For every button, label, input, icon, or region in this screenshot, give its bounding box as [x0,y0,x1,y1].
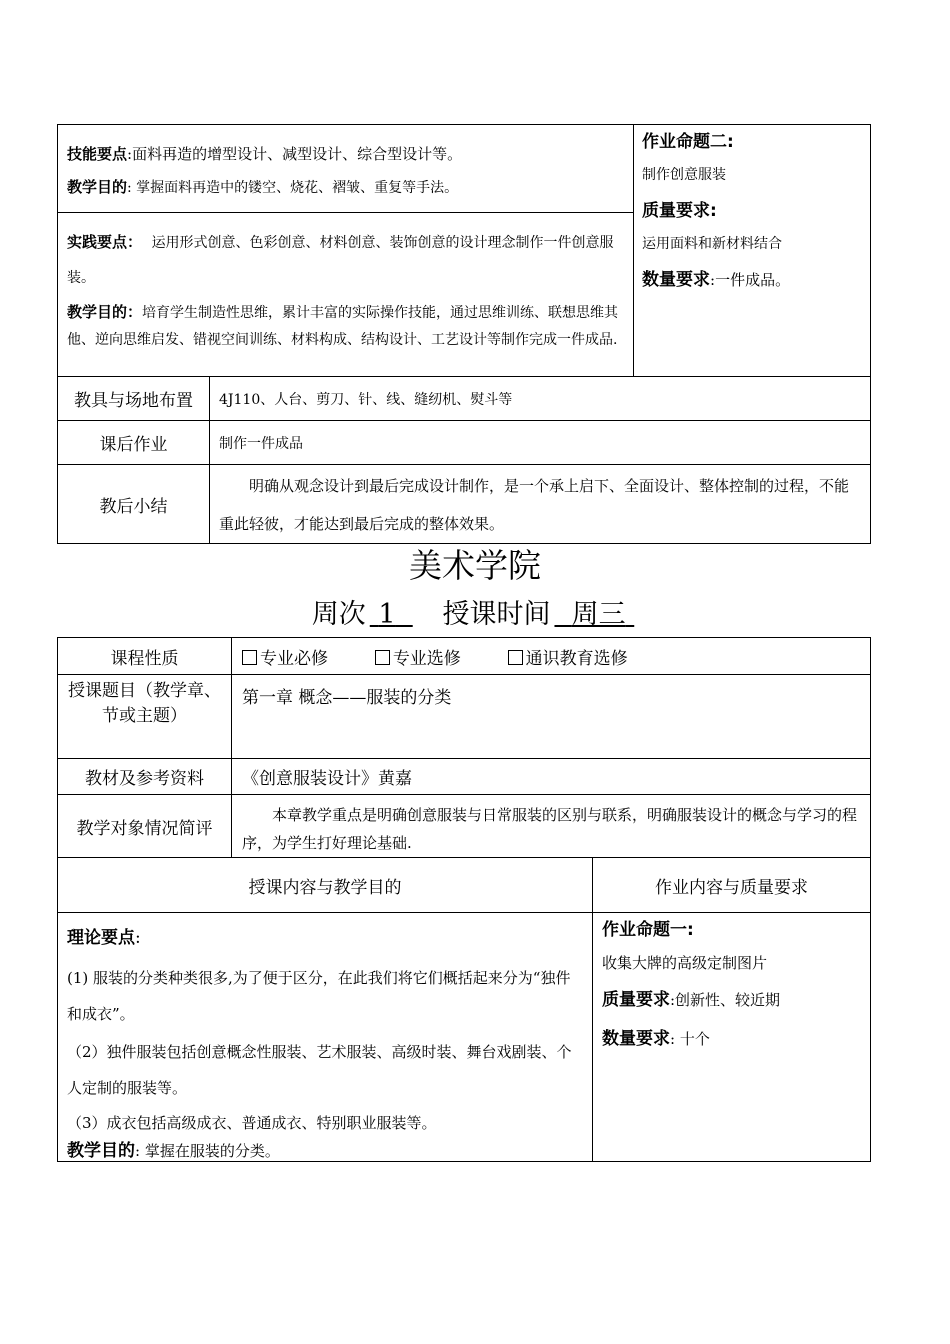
aim1-text: : 掌握面料再造中的镂空、烧花、褶皱、重复等手法。 [127,180,459,196]
lesson-plan-table [57,637,871,1162]
aim-label: 教学目的 [67,1141,135,1161]
skill-text: :面料再造的增型设计、减型设计、综合型设计等。 [127,145,463,163]
assignment-one-quality-text: :创新性、较近期 [670,991,781,1009]
assignment-two-topic: 制作创意服装 [642,167,727,183]
course-nature-options [232,638,871,675]
option-required[interactable] [242,649,328,669]
aim1-label: 教学目的 [67,178,128,196]
theory-colon: : [135,928,141,948]
time-label: 授课时间 [442,599,551,630]
quality-text: 运用面料和新材料结合 [642,236,783,252]
row-value-equipment: 4J110、人台、剪刀、针、线、缝纫机、熨斗等 [210,377,871,421]
assignment-one-quality-label: 质量要求 [602,990,670,1010]
time-day: 周三 [571,599,626,630]
assignment-one-quantity-label: 数量要求 [602,1029,670,1049]
quality-colon: : [710,201,717,221]
option-general[interactable] [508,649,628,669]
theory-section [58,913,593,1162]
aim2-text: 培育学生制造性思维，累计丰富的实际操作技能，通过思维训练、联想思维其他、逆向思维启发、错视空间训练、材料构成、结构设计、工艺设计等制作完成一件成品. [67,305,619,348]
target-label: 教学对象情况简评 [58,795,232,858]
practice-label: 实践要点： [67,233,143,251]
week-label: 周次 [311,599,366,630]
row-label-homework: 课后作业 [58,421,210,465]
checkbox-icon [508,650,523,665]
assignment-one-quantity-text: : 十个 [670,1030,710,1048]
quality-label: 质量要求 [642,201,711,221]
header-assignment: 作业内容与质量要求 [593,858,871,913]
aim2-label: 教学目的： [67,303,143,321]
checkbox-icon [242,650,257,665]
week-number: 1 [378,599,396,630]
practice-text: 运用形式创意、色彩创意、材料创意、装饰创意的设计理念制作一件创意服装。 [67,235,614,286]
lesson-plan-table-continued [57,124,871,544]
course-nature-label: 课程性质 [58,638,232,675]
theory-item-1: (1) 服装的分类种类很多,为了便于区分，在此我们将它们概括起来分为“独件和成衣”。 [67,969,571,1023]
checkbox-icon [375,650,390,665]
option-elective-label: 专业选修 [392,648,461,669]
aim-text: : 掌握在服装的分类。 [135,1142,280,1160]
theory-label: 理论要点 [67,928,135,948]
target-value: 本章教学重点是明确创意服装与日常服装的区别与联系，明确服装设计的概念与学习的程序，为学生打好理论基础. [232,795,871,858]
week-line [0,592,950,631]
topic-value: 第一章 概念——服装的分类 [232,675,871,759]
week-value [366,599,417,630]
assignment-one-cell [593,913,871,1162]
textbook-label: 教材及参考资料 [58,759,232,795]
header-content: 授课内容与教学目的 [58,858,593,913]
quantity-label: 数量要求 [642,270,711,290]
option-required-label: 专业必修 [260,648,328,669]
row-value-summary: 明确从观念设计到最后完成设计制作，是一个承上启下、全面设计、整体控制的过程，不能重此轻彼，才能达到最后完成的整体效果。 [210,465,871,544]
theory-item-3: （3）成衣包括高级成衣、普通成衣、特别职业服装等。 [67,1114,437,1132]
row-label-equipment: 教具与场地布置 [58,377,210,421]
assignment-two-title: 作业命题二: [642,132,734,152]
textbook-value: 《创意服装设计》黄嘉 [232,759,871,795]
topic-label: 授课题目（教学章、节或主题） [58,675,232,759]
assignment-one-title: 作业命题一: [602,920,694,940]
time-value [550,599,638,630]
college-title: 美术学院 [409,546,541,585]
option-general-label: 通识教育选修 [525,648,628,669]
assignment-one-topic: 收集大牌的高级定制图片 [602,954,768,972]
practice-section [58,213,634,377]
skill-section [58,125,634,213]
option-elective[interactable] [375,649,461,669]
theory-item-2: （2）独件服装包括创意概念性服装、艺术服装、高级时装、舞台戏剧装、个人定制的服装等。 [67,1043,572,1097]
assignment-two-cell [634,125,871,377]
quantity-text: :一件成品。 [710,271,791,289]
row-label-summary: 教后小结 [58,465,210,544]
row-value-homework: 制作一件成品 [210,421,871,465]
skill-label: 技能要点 [67,145,128,163]
